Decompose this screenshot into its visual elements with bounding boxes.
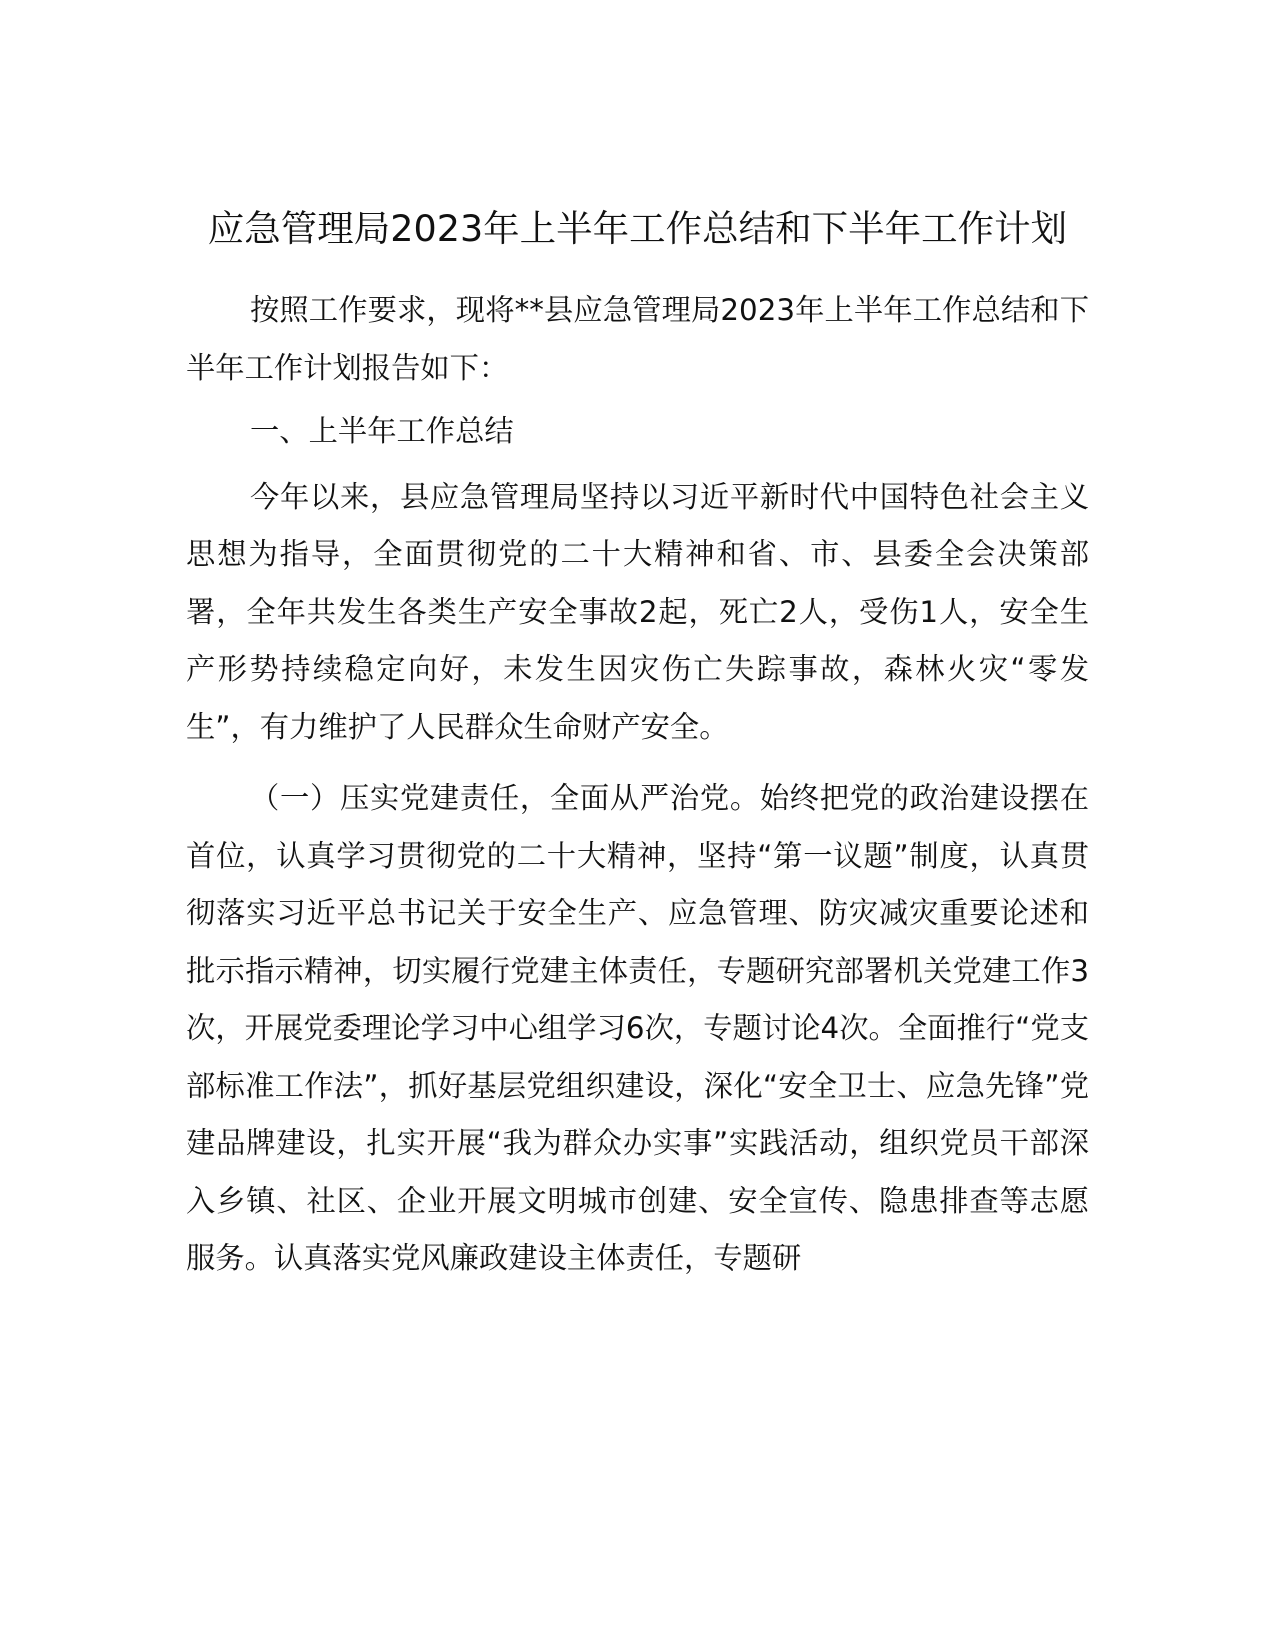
document-title: 应急管理局2023年上半年工作总结和下半年工作计划 (207, 207, 1068, 250)
intro-paragraph: 按照工作要求，现将**县应急管理局2023年上半年工作总结和下半年工作计划报告如下： (186, 293, 1089, 385)
section-heading: 一、上半年工作总结 (250, 414, 514, 448)
document-body (186, 200, 1089, 1288)
item-paragraph: （一）压实党建责任，全面从严治党。始终把党的政治建设摆在首位，认真学习贯彻党的二十大精神，坚持“第一议题”制度，认真贯彻落实习近平总书记关于安全生产、应急管理、防灾减灾重要论述和批示指示精神，切实履行党建主体责任，专题研究部署机关党建工作3次，开展党委理论学习中心组学习6次，专题讨论4次。全面推行“党支部标准工作法”，抓好基层党组织建设，深化“安全卫士、应急先锋”党建品牌建设，扎实开展“我为群众办实事”实践活动，组织党员干部深入乡镇、社区、企业开展文明城市创建、安全宣传、隐患排查等志愿服务。认真落实党风廉政建设主体责任，专题研 (186, 781, 1089, 1275)
summary-paragraph: 今年以来，县应急管理局坚持以习近平新时代中国特色社会主义思想为指导，全面贯彻党的二十大精神和省、市、县委全会决策部署，全年共发生各类生产安全事故2起，死亡2人，受伤1人，安全生产形势持续稳定向好，未发生因灾伤亡失踪事故，森林火灾“零发生”，有力维护了人民群众生命财产安全。 (186, 479, 1089, 744)
